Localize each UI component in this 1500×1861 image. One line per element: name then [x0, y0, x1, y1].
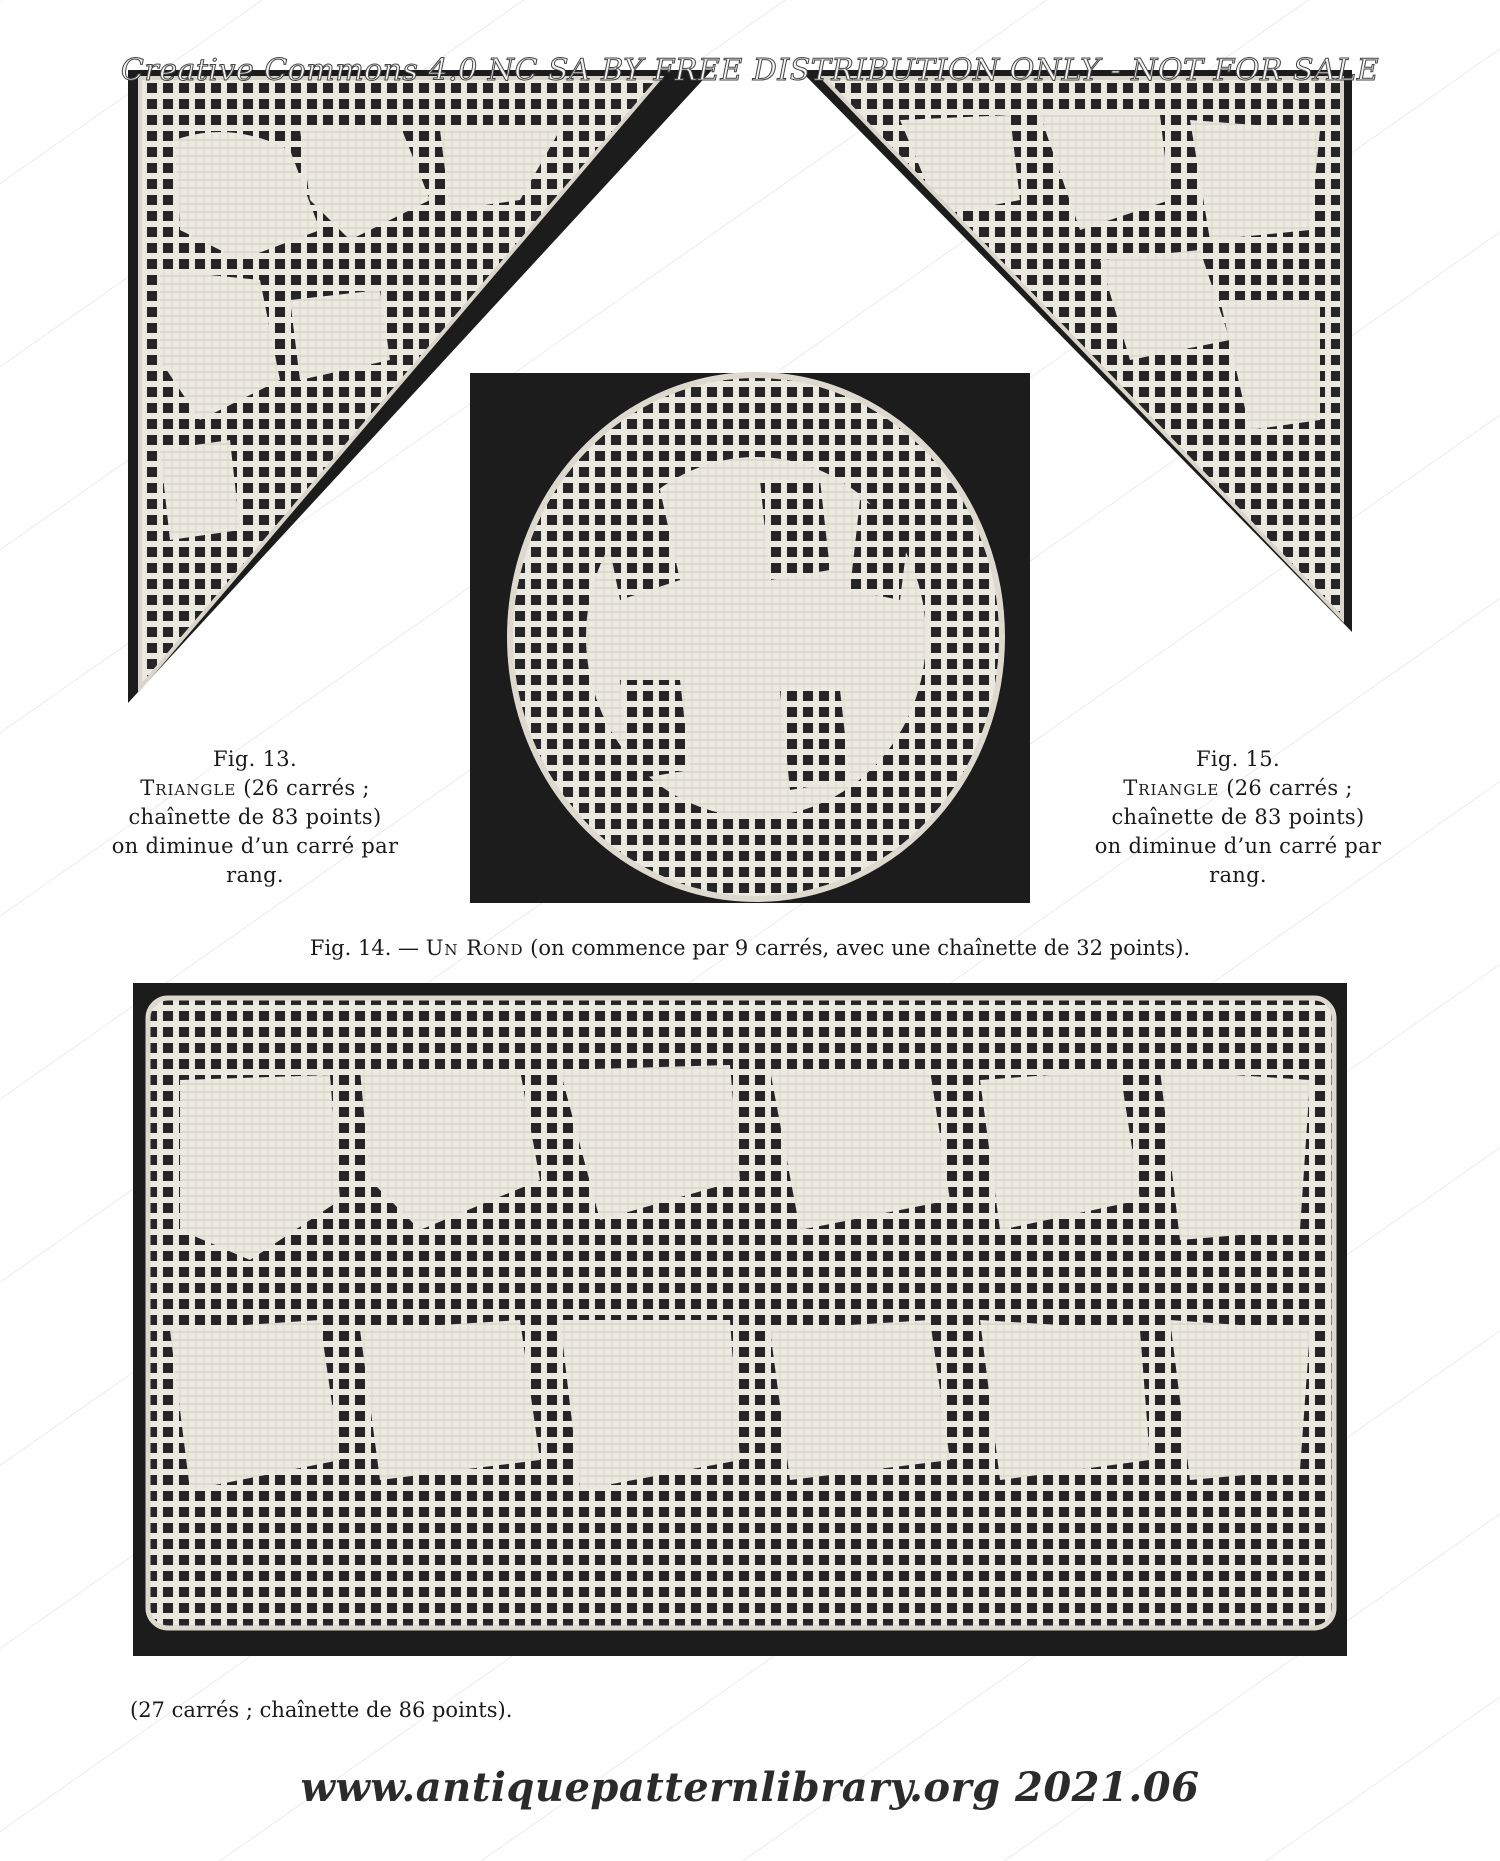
fig15-title: Triangle [1123, 776, 1220, 800]
fig14-round [470, 370, 1030, 910]
license-banner: Creative Commons 4.0 NC SA BY FREE DISTRIBUTION ONLY - NOT FOR SALE [120, 53, 1380, 88]
fig13-title: Triangle [140, 776, 237, 800]
fig14-rest: (on commence par 9 carrés, avec une chaînette de 32 points). [523, 936, 1191, 960]
fig15-line1-rest: (26 carrés ; [1219, 776, 1353, 800]
fig13-line4: rang. [226, 863, 284, 887]
fig15-line4: rang. [1209, 863, 1267, 887]
footer-url: www.antiquepatternlibrary.org 2021.06 [300, 1764, 1200, 1811]
fig14-caption [0, 936, 1500, 960]
band-caption: (27 carrés ; chaînette de 86 points). [130, 1698, 513, 1722]
fig13-caption [90, 745, 420, 890]
fig14-title: Un Rond [425, 936, 524, 960]
fig15-line3: on diminue d’un carré par [1094, 834, 1382, 858]
fig13-line1 [90, 774, 420, 803]
fig13-line2: chaînette de 83 points) [128, 805, 382, 829]
fig15-caption [1073, 745, 1403, 890]
fig14-prefix: Fig. 14. — [309, 936, 426, 960]
fig15-line1 [1073, 774, 1403, 803]
fig15-number: Fig. 15. [1196, 747, 1280, 771]
filet-band [133, 983, 1347, 1656]
fig13-line3: on diminue d’un carré par [111, 834, 399, 858]
fig13-number: Fig. 13. [213, 747, 297, 771]
fig13-line1-rest: (26 carrés ; [236, 776, 370, 800]
fig15-line2: chaînette de 83 points) [1111, 805, 1365, 829]
